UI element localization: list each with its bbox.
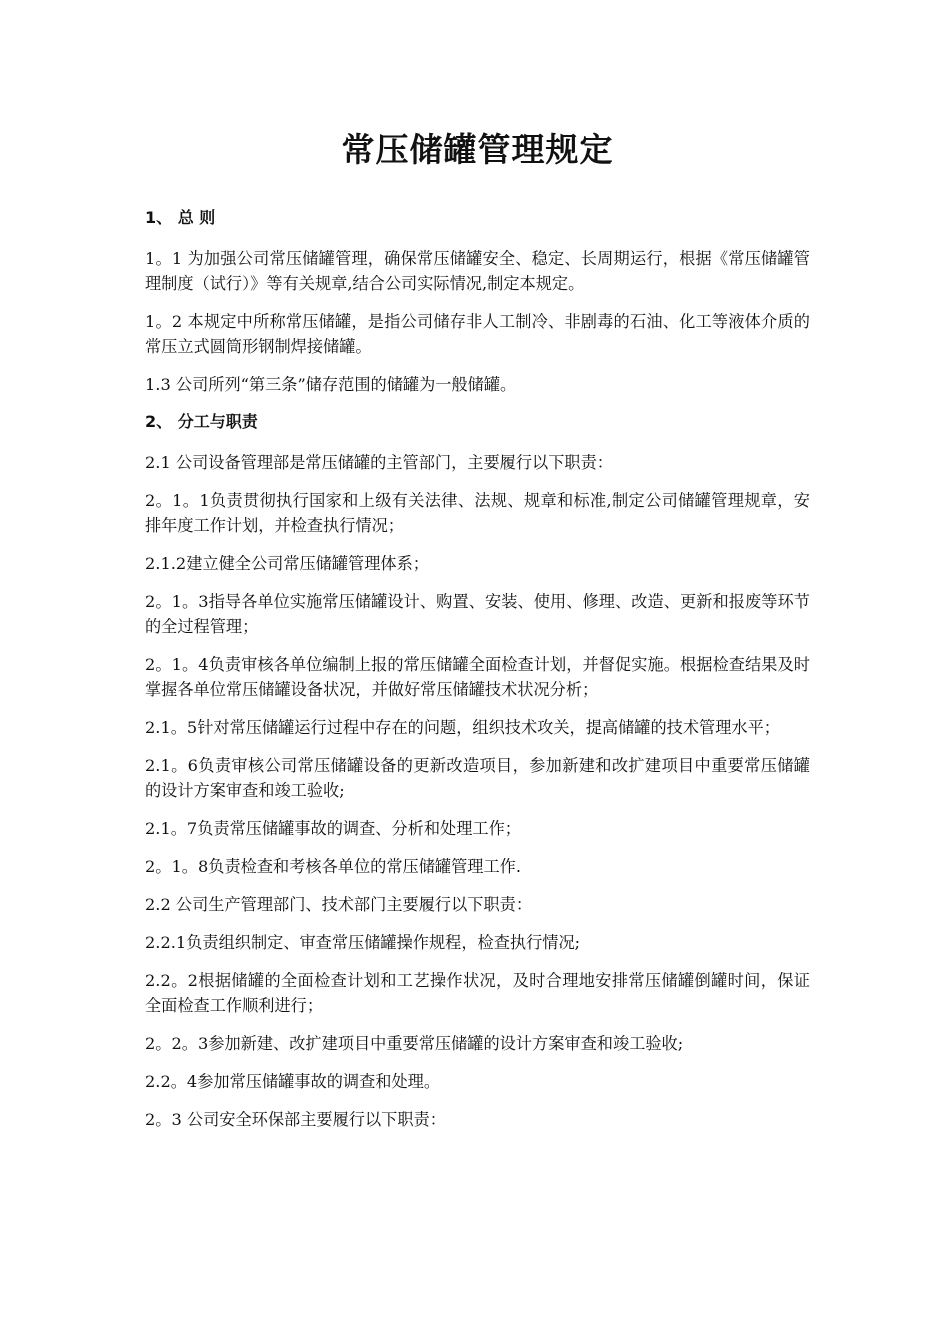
paragraph-2-1-3: 2。1。3指导各单位实施常压储罐设计、购置、安装、使用、修理、改造、更新和报废等环节的全过程管理；: [145, 592, 810, 636]
paragraph-2-2-3: 2。2。3参加新建、改扩建项目中重要常压储罐的设计方案审查和竣工验收;: [145, 1034, 684, 1053]
paragraph-2-1-7: 2.1。7负责常压储罐事故的调查、分析和处理工作；: [145, 819, 521, 838]
document-title: 常压储罐管理规定: [341, 130, 614, 169]
paragraph-2-3: 2。3 公司安全环保部主要履行以下职责：: [145, 1110, 446, 1129]
paragraph-2-1-8: 2。1。8负责检查和考核各单位的常压储罐管理工作.: [145, 857, 521, 876]
section-heading-general: 1、 总 则: [145, 208, 216, 227]
paragraph-2-2: 2.2 公司生产管理部门、技术部门主要履行以下职责：: [145, 895, 533, 914]
paragraph-2-2-4: 2.2。4参加常压储罐事故的调查和处理。: [145, 1072, 441, 1091]
paragraph-2-1-6: 2.1。6负责审核公司常压储罐设备的更新改造项目，参加新建和改扩建项目中重要常压储罐的设计方案审查和竣工验收;: [145, 756, 810, 800]
paragraph-2-1-5: 2.1。5针对常压储罐运行过程中存在的问题，组织技术攻关，提高储罐的技术管理水平；: [145, 718, 780, 737]
section-heading-duties: 2、 分工与职责: [145, 412, 258, 431]
paragraph-1-1: 1。1 为加强公司常压储罐管理，确保常压储罐安全、稳定、长周期运行，根据《常压储罐管理制度（试行）》等有关规章,结合公司实际情况,制定本规定。: [145, 249, 810, 293]
paragraph-2-1-4: 2。1。4负责审核各单位编制上报的常压储罐全面检查计划，并督促实施。根据检查结果及时掌握各单位常压储罐设备状况，并做好常压储罐技术状况分析；: [145, 655, 810, 699]
paragraph-2-2-2: 2.2。2根据储罐的全面检查计划和工艺操作状况，及时合理地安排常压储罐倒罐时间，保证全面检查工作顺利进行；: [145, 971, 810, 1015]
paragraph-2-1: 2.1 公司设备管理部是常压储罐的主管部门，主要履行以下职责：: [145, 453, 613, 472]
paragraph-2-2-1: 2.2.1负责组织制定、审查常压储罐操作规程，检查执行情况;: [145, 933, 581, 952]
paragraph-2-1-2: 2.1.2建立健全公司常压储罐管理体系；: [145, 554, 429, 573]
paragraph-2-1-1: 2。1。1负责贯彻执行国家和上级有关法律、法规、规章和标准,制定公司储罐管理规章，安排年度工作计划，并检查执行情况；: [145, 491, 810, 535]
paragraph-1-3: 1.3 公司所列“第三条”储存范围的储罐为一般储罐。: [145, 375, 517, 394]
paragraph-1-2: 1。2 本规定中所称常压储罐，是指公司储存非人工制冷、非剧毒的石油、化工等液体介质的常压立式圆筒形钢制焊接储罐。: [145, 312, 810, 356]
